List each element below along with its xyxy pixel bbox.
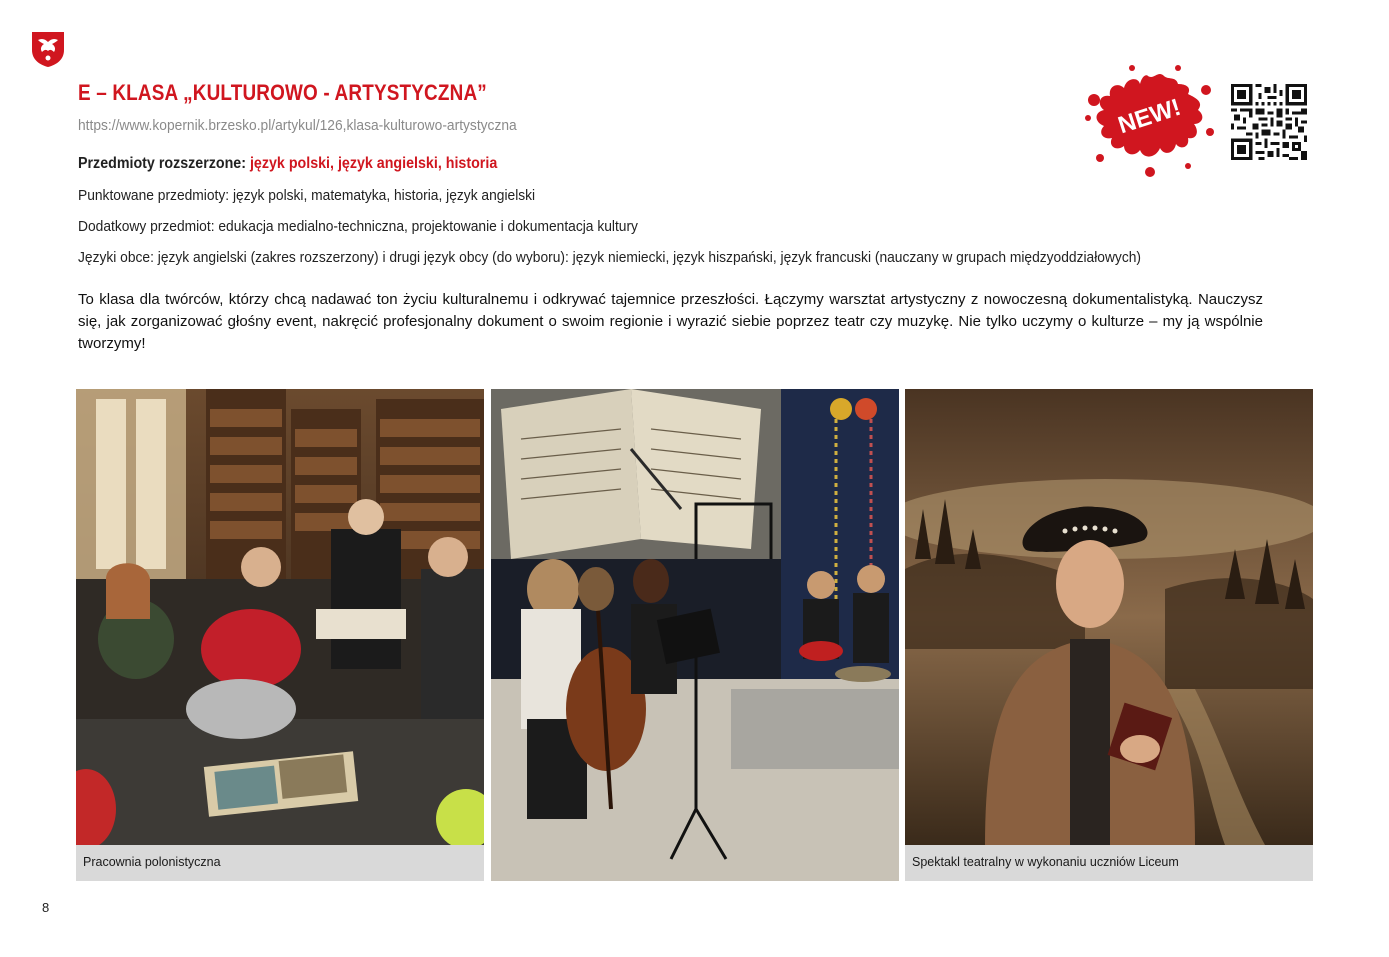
- extended-subjects: [78, 155, 497, 173]
- caption-polish-classroom: Pracownia polonistyczna: [76, 845, 484, 881]
- photo-theatre-performance: [905, 389, 1313, 845]
- caption-theatre-performance: Spektakl teatralny w wykonaniu uczniów Liceum: [905, 845, 1313, 881]
- extended-subjects-value: język polski, język angielski, historia: [249, 155, 498, 172]
- photo-polish-classroom: [76, 389, 484, 845]
- class-url-link[interactable]: https://www.kopernik.brzesko.pl/artykul/126,klasa-kulturowo-artystyczna: [78, 117, 517, 134]
- foreign-languages: Języki obce: język angielski (zakres rozszerzony) i drugi język obcy (do wyboru): język niemiecki, język hiszpański, język francuski (nauczany w grupach międzyoddziałowych): [78, 249, 1142, 266]
- new-badge-icon: [1080, 62, 1216, 180]
- scored-subjects: Punktowane przedmioty: język polski, matematyka, historia, język angielski: [78, 187, 536, 204]
- photo-poetry-concert: [491, 389, 899, 881]
- extended-subjects-label: Przedmioty rozszerzone:: [78, 155, 247, 172]
- new-badge-text: NEW!: [1114, 93, 1185, 140]
- class-description: To klasa dla twórców, którzy chcą nadawać ton życiu kulturalnemu i odkrywać tajemnice przeszłości. Łączymy warsztat artystyczny z nowoczesną dokumentalistyką. Nauczysz się, jak zorganizować głośny event, nakręcić profesjonalny dokument o swoim regionie i wyrazić siebie poprzez teatr czy muzykę. Nie tylko uczymy o kulturze – my ją wspólnie tworzymy!: [78, 291, 1263, 352]
- qr-code-icon[interactable]: [1231, 84, 1307, 160]
- page-number: 8: [42, 900, 50, 915]
- additional-subject: Dodatkowy przedmiot: edukacja medialno-techniczna, projektowanie i dokumentacja kultury: [78, 218, 638, 235]
- school-logo-icon: [30, 30, 66, 68]
- page-title: E – KLASA „KULTUROWO - ARTYSTYCZNA”: [78, 80, 487, 105]
